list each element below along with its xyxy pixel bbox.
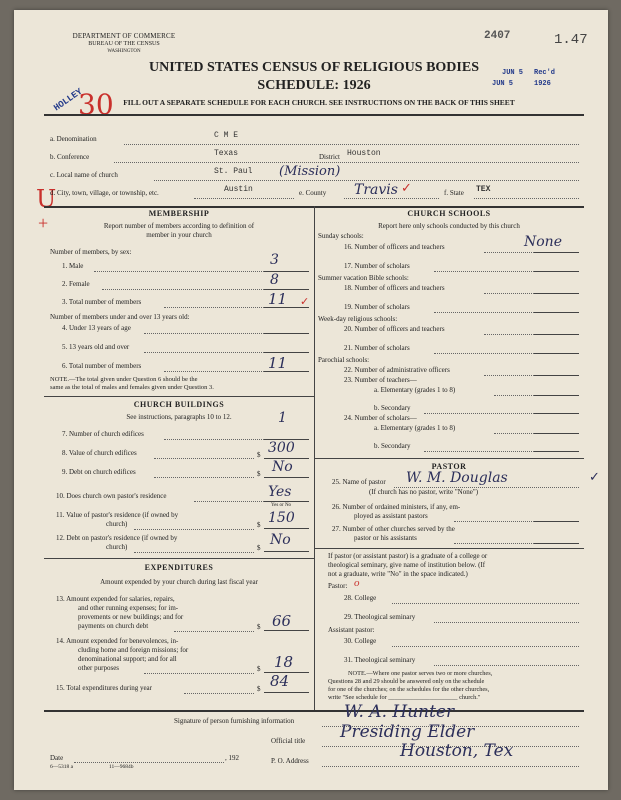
buildings-intro: See instructions, paragraphs 10 to 12. [126,413,232,421]
q15-dollar: $ [257,685,261,693]
dept-label: DEPARTMENT OF COMMERCE [72,32,176,40]
conference-value: Texas [214,149,239,158]
q12-label-b: church) [106,543,128,551]
q13-label-a: 13. Amount expended for salaries, repairs, [56,595,175,603]
q2-label: 2. Female [62,280,90,288]
q29-label: 29. Theological seminary [344,613,416,621]
q16-label: 16. Number of officers and teachers [344,243,445,251]
q6-value: 11 [268,354,288,372]
q5-label: 5. 13 years old and over [62,343,130,351]
q21-label: 21. Number of scholars [344,344,410,352]
denomination-value: C M E [214,131,239,140]
q30-label: 30. College [344,637,377,645]
local-name-value: St. Paul [214,167,253,176]
summer-label: Summer vacation Bible schools: [318,274,409,282]
q28-label: 28. College [344,594,377,602]
q3-check-icon: ✓ [300,296,310,308]
grad-note-2: theological seminary, give name of institution below. (If [328,561,486,569]
pastor-note-4: write "See schedule for ______________________ church." [328,694,481,701]
official-title-value: Presiding Elder [340,722,475,742]
q7-label: 7. Number of church edifices [62,430,144,438]
q19-label: 19. Number of scholars [344,303,410,311]
city-label: WASHINGTON [107,49,141,54]
q13-label-c: provements or new buildings; and for [78,613,184,621]
q23b-label: b. Secondary [374,404,411,412]
pastor-heading: PASTOR [431,462,467,471]
parochial-label: Parochial schools: [318,356,370,364]
instructions-banner: FILL OUT A SEPARATE SCHEDULE FOR EACH CHURCH. SEE INSTRUCTIONS ON THE BACK OF THIS SHEET [123,98,515,107]
q11-value: 150 [268,510,295,526]
q26-label-a: 26. Number of ordained ministers, if any, em- [332,503,461,511]
q14-dollar: $ [257,665,261,673]
pastor-note-2: Questions 28 and 29 should be answered only on the schedule [328,678,485,685]
state-value: TEX [476,185,491,194]
pastor-mark: o [354,577,360,589]
q18-label: 18. Number of officers and teachers [344,284,445,292]
q1-label: 1. Male [62,262,84,270]
q11-label-a: 11. Value of pastor's residence (if owned by [56,511,179,519]
by-sex-label: Number of members, by sex: [50,248,132,256]
weekday-label: Week-day religious schools: [318,315,398,323]
red-number: 30 [78,88,114,121]
local-name-label: c. Local name of church [50,171,118,179]
q24b-label: b. Secondary [374,442,411,450]
pastor-note-3: for one of the churches; on the schedules for the other churches, [328,686,490,693]
q10-hint: Yes or No [271,503,292,508]
q16-value: None [524,234,562,250]
state-label: f. State [444,189,464,197]
under-over-label: Number of members under and over 13 years old: [50,313,190,321]
q9-label: 9. Debt on church edifices [62,468,136,476]
number-stamp: 2407 [484,30,511,42]
q25-check-icon: ✓ [589,469,600,484]
q12-label-a: 12. Debt on pastor's residence (if owned by [56,534,178,542]
district-label: District [319,153,340,161]
q12-value: No [270,532,291,548]
q14-label-c: denominational support; and for all [78,655,177,663]
q23a-label: a. Elementary (grades 1 to 8) [374,386,456,394]
q2-value: 8 [270,272,279,288]
q3-value: 11 [268,290,288,308]
print-code: 11—9684b [109,764,134,770]
q8-value: 300 [268,440,295,456]
q27-label-b: pastor or his assistants [354,534,417,542]
header-rule [44,114,584,116]
holley-stamp: HOLLEY [52,86,85,114]
mission-note: (Mission) [279,164,341,179]
q8-dollar: $ [257,451,261,459]
address-label: P. O. Address [271,757,309,765]
q15-value: 84 [270,672,290,690]
q20-label: 20. Number of officers and teachers [344,325,445,333]
expenditures-intro: Amount expended by your church during last fiscal year [100,578,258,586]
schools-intro: Report here only schools conducted by this church [378,222,520,230]
q12-dollar: $ [257,544,261,552]
margin-cross-icon: + [38,213,49,233]
date-year: , 192 [225,754,239,762]
pastor-subheading: Pastor: [328,582,348,590]
expenditures-heading: EXPENDITURES [144,563,214,572]
form-title: UNITED STATES CENSUS OF RELIGIOUS BODIES [148,60,479,75]
q24-label: 24. Number of scholars— [344,414,417,422]
q25-label: 25. Name of pastor [332,478,386,486]
form-number: 6—5318 a [50,764,74,770]
county-check-icon: ✓ [401,180,412,195]
q14-value: 18 [274,653,294,671]
q22-label: 22. Number of administrative officers [344,366,450,374]
membership-intro-2: member in your church [146,231,212,239]
district-value: Houston [347,149,381,158]
q11-label-b: church) [106,520,128,528]
q10-value: Yes [268,484,292,500]
q14-label-b: cluding home and foreign missions; for [78,646,189,654]
q13-dollar: $ [257,623,261,631]
city-value: Austin [224,185,253,194]
census-schedule-sheet [14,10,608,790]
membership-heading: MEMBERSHIP [148,209,210,218]
address-value: Houston, Tex [400,741,514,761]
denomination-label: a. Denomination [50,135,97,143]
membership-note-2: same as the total of males and females given under Question 3. [50,384,214,391]
q10-label: 10. Does church own pastor's residence [56,492,167,500]
q27-label-a: 27. Number of other churches served by the [332,525,455,533]
q15-label: 15. Total expenditures during year [56,684,152,692]
membership-note-1: NOTE.—The total given under Question 6 should be the [50,376,198,383]
q9-dollar: $ [257,470,261,478]
county-value: Travis [354,182,398,198]
margin-mark: U [36,185,57,213]
q6-label: 6. Total number of members [62,362,142,370]
q13-value: 66 [272,612,292,630]
q3-label: 3. Total number of members [62,298,142,306]
buildings-heading: CHURCH BUILDINGS [133,400,225,409]
q11-dollar: $ [257,521,261,529]
sunday-label: Sunday schools: [318,232,364,240]
conference-label: b. Conference [50,153,90,161]
q14-label-d: other purposes [78,664,120,672]
membership-intro-1: Report number of members according to definition of [103,222,255,230]
signature-label: Signature of person furnishing information [174,717,295,725]
signature-value: W. A. Hunter [344,702,455,722]
bureau-label: BUREAU OF THE CENSUS [88,41,160,47]
q17-label: 17. Number of scholars [344,262,410,270]
q14-label-a: 14. Amount expended for benevolences, in- [56,637,179,645]
date-stamp-2b: 1926 [534,80,551,88]
date-stamp-1: JUN 5 [502,69,524,77]
grad-note-3: not a graduate, write "No" in the space indicated.) [328,570,468,578]
grad-note-1: If pastor (or assistant pastor) is a graduate of a college or [328,552,488,560]
footer-rule [44,710,584,712]
q24a-label: a. Elementary (grades 1 to 8) [374,424,456,432]
date-stamp-2: JUN 5 [492,80,514,88]
q8-label: 8. Value of church edifices [62,449,137,457]
q25-value: W. M. Douglas [406,470,508,486]
q1-value: 3 [270,252,279,268]
code-number: 1.47 [554,32,588,48]
q26-label-b: ployed as assistant pastors [354,512,428,520]
assistant-subheading: Assistant pastor: [328,626,375,634]
q4-label: 4. Under 13 years of age [62,324,131,332]
q23-label: 23. Number of teachers— [344,376,417,384]
q13-label-d: payments on church debt [78,622,149,630]
q25-note: (If church has no pastor, write "None") [369,488,479,496]
schedule-title: SCHEDULE: 1926 [257,78,371,93]
city-field-label: d. City, town, village, or township, etc. [50,189,159,197]
official-title-label: Official title [271,737,306,745]
date-label: Date [50,754,64,762]
q7-value: 1 [278,410,287,426]
q31-label: 31. Theological seminary [344,656,416,664]
schools-heading: CHURCH SCHOOLS [407,209,491,218]
q13-label-b: and other running expenses; for im- [78,604,179,612]
date-stamp-1b: Rec'd [534,69,556,77]
county-label: e. County [299,189,327,197]
q9-value: No [272,459,293,475]
pastor-note-1: NOTE.—Where one pastor serves two or more churches, [348,670,493,677]
